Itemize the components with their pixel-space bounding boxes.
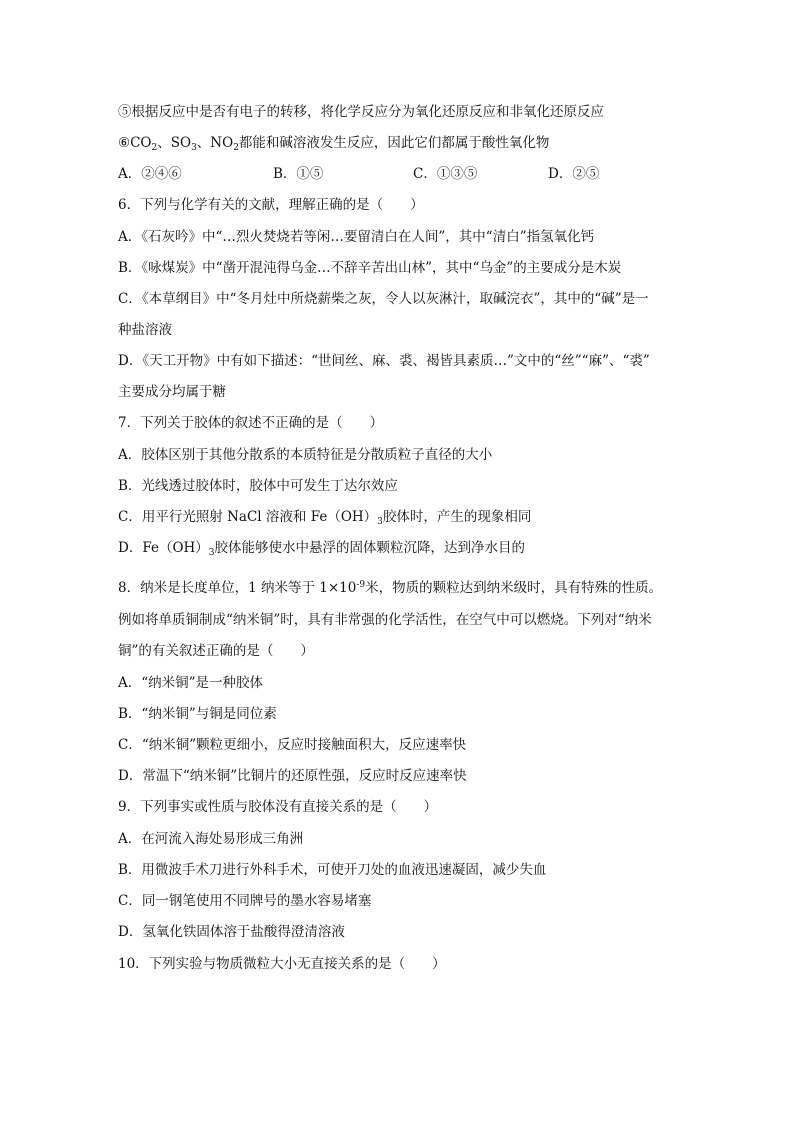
q9-option-d[interactable]: D．氢氧化铁固体溶于盐酸得澄清溶液 (118, 924, 345, 940)
q5-options (118, 165, 678, 183)
q6-option-d[interactable]: D．《天工开物》中有如下描述：“世间丝、麻、裘、褐皆具素质…”文中的“丝”“麻”、“裘” (118, 353, 650, 369)
q7-option-c[interactable]: C．用平行光照射 NaCl 溶液和 $Fe(OH)_3$胶体时，产生的现象相同 (118, 509, 532, 527)
q8-stem-line2: 例如将单质铜制成“纳米铜”时，具有非常强的化学活性，在空气中可以燃烧。下列对“纳米 (118, 612, 652, 628)
q7-option-d[interactable]: D．$Fe(OH)_3$胶体能够使水中悬浮的固体颗粒沉降，达到净水目的 (118, 540, 526, 558)
q7-option-a[interactable]: A．胶体区别于其他分散系的本质特征是分散质粒子直径的大小 (118, 447, 493, 463)
q5-statement-5: ⑤根据反应中是否有电子的转移，将化学反应分为氧化还原反应和非氧化还原反应 (118, 104, 604, 120)
q9-stem: 9．下列事实或性质与胶体没有直接关系的是（ ） (118, 799, 438, 815)
q9-option-b[interactable]: B．用微波手术刀进行外科手术，可使开刀处的血液迅速凝固，减少失血 (118, 862, 547, 878)
q8-option-b[interactable]: B．“纳米铜”与铜是同位素 (118, 706, 277, 722)
q6-option-a[interactable]: A．《石灰吟》中“…烈火焚烧若等闲…要留清白在人间”，其中“清白”指氢氧化钙 (118, 229, 595, 245)
q5-option-b[interactable]: B．①⑤ (273, 166, 324, 182)
q8-option-c[interactable]: C．“纳米铜”颗粒更细小，反应时接触面积大，反应速率快 (118, 737, 467, 753)
q8-stem-line3: 铜”的有关叙述正确的是（ ） (118, 643, 314, 659)
q5-option-a[interactable]: A．②④⑥ (118, 166, 182, 182)
q8-option-a[interactable]: A．“纳米铜”是一种胶体 (118, 675, 264, 691)
q6-option-c[interactable]: C．《本草纲目》中“冬月灶中所烧薪柴之灰，令人以灰淋汁，取碱浣衣”，其中的“碱”是一 (118, 291, 649, 307)
q5-option-d[interactable]: D．②⑤ (548, 166, 600, 182)
q7-stem: 7．下列关于胶体的叙述不正确的是（ ） (118, 415, 384, 431)
q6-stem: 6．下列与化学有关的文献，理解正确的是（ ） (118, 197, 424, 213)
q10-stem: 10．下列实验与物质微粒大小无直接关系的是（ ） (118, 956, 446, 972)
q6-option-c-cont: 种盐溶液 (118, 322, 172, 338)
q5-option-c[interactable]: C．①③⑤ (413, 166, 478, 182)
q9-option-c[interactable]: C．同一钢笔使用不同牌号的墨水容易堵塞 (118, 893, 372, 909)
q6-option-d-cont: 主要成分均属于糖 (118, 384, 226, 400)
q5-statement-6: $⑥CO_2$、$SO_3$、$NO_2$都能和碱溶液发生反应，因此它们都属于酸性氧化物 (118, 135, 550, 153)
q6-option-b[interactable]: B．《咏煤炭》中“凿开混沌得乌金…不辞辛苦出山林”，其中“乌金”的主要成分是木炭 (118, 260, 622, 276)
q7-option-b[interactable]: B．光线透过胶体时，胶体中可发生丁达尔效应 (118, 478, 398, 494)
q8-stem-line1: 8．纳米是长度单位，1 纳米等于 $1\times 10^{-9}$米，物质的颗粒达到纳米级时，具有特殊的性质。 (118, 580, 663, 596)
q8-option-d[interactable]: D．常温下“纳米铜”比铜片的还原性强，反应时反应速率快 (118, 768, 467, 784)
q9-option-a[interactable]: A．在河流入海处易形成三角洲 (118, 831, 304, 847)
